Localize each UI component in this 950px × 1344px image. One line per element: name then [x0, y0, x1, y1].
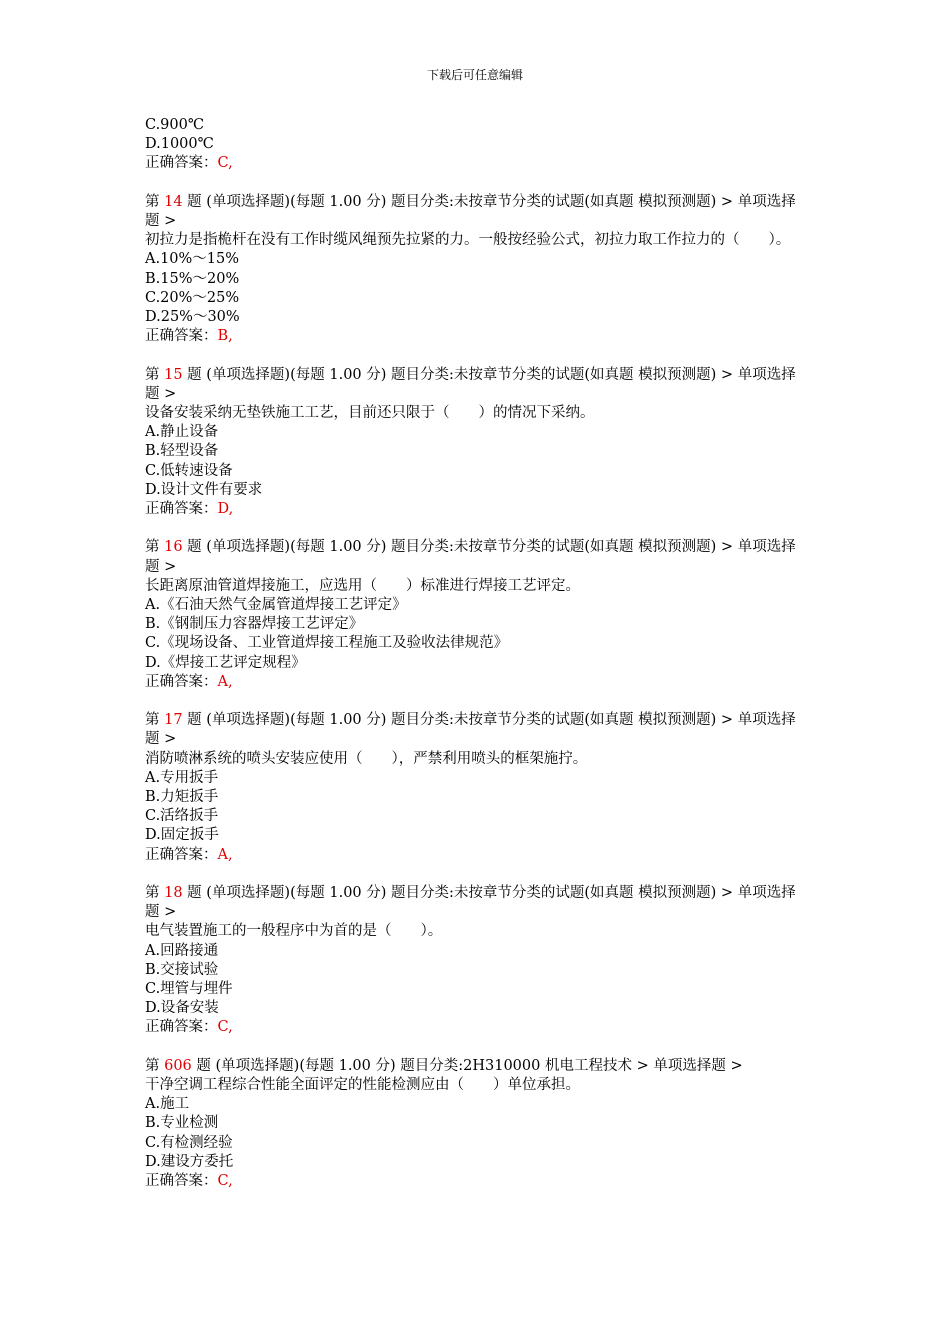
option-d: D.1000℃ — [145, 136, 214, 153]
question-stem: 消防喷淋系统的喷头安装应使用（ ），严禁利用喷头的框架施拧。 — [145, 750, 588, 767]
answer-label: 正确答案： — [145, 673, 218, 690]
answer-line — [145, 1172, 810, 1191]
option-c: C.低转速设备 — [145, 462, 233, 479]
question-heading-rest: 题 (单项选择题)(每题 1.00 分) 题目分类:未按章节分类的试题(如真题 模拟预测题) > 单项选择题 > — [145, 885, 796, 921]
question-number: 18 — [164, 885, 183, 902]
question-heading-rest: 题 (单项选择题)(每题 1.00 分) 题目分类:未按章节分类的试题(如真题 模拟预测题) > 单项选择题 > — [145, 539, 796, 575]
question-block — [145, 711, 810, 865]
answer-line — [145, 1018, 810, 1037]
question-number: 16 — [164, 539, 183, 556]
question-prefix: 第 — [145, 712, 165, 729]
answer-value: C, — [217, 1019, 233, 1036]
question-heading — [145, 366, 810, 404]
question-heading — [145, 538, 810, 576]
option-b: B.专业检测 — [145, 1115, 219, 1132]
question-number: 17 — [164, 712, 183, 729]
option-c: C.900℃ — [145, 117, 205, 133]
question-number: 606 — [164, 1057, 192, 1074]
question-heading — [145, 193, 810, 231]
question-prefix: 第 — [145, 885, 165, 902]
question-heading — [145, 1057, 810, 1076]
option-b: B.15%～20% — [145, 270, 240, 287]
answer-label: 正确答案： — [145, 501, 218, 518]
option-b: B.交接试验 — [145, 961, 219, 978]
answer-line — [145, 846, 810, 865]
option-a: A.《石油天然气金属管道焊接工艺评定》 — [145, 597, 407, 614]
question-prefix: 第 — [145, 1057, 165, 1074]
question-prefix: 第 — [145, 539, 165, 556]
question-heading — [145, 884, 810, 922]
question-block — [145, 193, 810, 347]
question-stem: 长距离原油管道焊接施工，应选用（ ）标准进行焊接工艺评定。 — [145, 577, 580, 594]
answer-value: B, — [217, 328, 233, 345]
option-c: C.活络扳手 — [145, 808, 219, 825]
answer-value: C, — [217, 155, 233, 172]
option-a: A.施工 — [145, 1096, 190, 1113]
question-number: 15 — [164, 366, 183, 383]
answer-label: 正确答案： — [145, 1019, 218, 1036]
question-heading-rest: 题 (单项选择题)(每题 1.00 分) 题目分类:2H310000 机电工程技术 > 单项选择题 > — [191, 1057, 743, 1074]
question-heading-rest: 题 (单项选择题)(每题 1.00 分) 题目分类:未按章节分类的试题(如真题 模拟预测题) > 单项选择题 > — [145, 193, 796, 229]
question-block — [145, 884, 810, 1038]
option-d: D.固定扳手 — [145, 827, 219, 844]
option-d: D.设计文件有要求 — [145, 481, 263, 498]
option-c: C.有检测经验 — [145, 1134, 233, 1151]
question-number: 14 — [164, 193, 183, 210]
question-stem: 初拉力是指桅杆在没有工作时缆风绳预先拉紧的力。一般按经验公式，初拉力取工作拉力的（ ）。 — [145, 232, 791, 249]
answer-line — [145, 154, 810, 173]
document-content — [145, 116, 810, 1191]
answer-line — [145, 327, 810, 346]
answer-line — [145, 673, 810, 692]
answer-label: 正确答案： — [145, 846, 218, 863]
option-a: A.专用扳手 — [145, 769, 219, 786]
question-block — [145, 538, 810, 692]
question-heading-rest: 题 (单项选择题)(每题 1.00 分) 题目分类:未按章节分类的试题(如真题 模拟预测题) > 单项选择题 > — [145, 712, 796, 748]
question-block — [145, 366, 810, 520]
question-prefix: 第 — [145, 193, 165, 210]
answer-value: D, — [217, 501, 234, 518]
option-c: C.《现场设备、工业管道焊接工程施工及验收法律规范》 — [145, 635, 509, 652]
option-c: C.20%～25% — [145, 289, 240, 306]
question-heading-rest: 题 (单项选择题)(每题 1.00 分) 题目分类:未按章节分类的试题(如真题 模拟预测题) > 单项选择题 > — [145, 366, 796, 402]
option-d: D.25%～30% — [145, 309, 240, 326]
option-a: A.10%～15% — [145, 251, 240, 268]
question-heading — [145, 711, 810, 749]
answer-label: 正确答案： — [145, 1173, 218, 1190]
option-a: A.静止设备 — [145, 424, 219, 441]
answer-label: 正确答案： — [145, 155, 218, 172]
question-stem: 干净空调工程综合性能全面评定的性能检测应由（ ）单位承担。 — [145, 1077, 580, 1094]
option-b: B.轻型设备 — [145, 443, 219, 460]
option-b: B.《钢制压力容器焊接工艺评定》 — [145, 616, 364, 633]
question-prefix: 第 — [145, 366, 165, 383]
option-d: D.《焊接工艺评定规程》 — [145, 654, 306, 671]
option-b: B.力矩扳手 — [145, 789, 219, 806]
answer-value: A, — [217, 846, 233, 863]
option-c: C.埋管与埋件 — [145, 981, 233, 998]
answer-value: C, — [217, 1173, 233, 1190]
question-stem: 设备安装采纳无垫铁施工工艺，目前还只限于（ ）的情况下采纳。 — [145, 405, 595, 422]
question-block-continued — [145, 116, 810, 174]
answer-value: A, — [217, 673, 233, 690]
answer-label: 正确答案： — [145, 328, 218, 345]
option-a: A.回路接通 — [145, 942, 219, 959]
answer-line — [145, 500, 810, 519]
question-stem: 电气装置施工的一般程序中为首的是（ ）。 — [145, 923, 443, 940]
page-header: 下载后可任意编辑 — [426, 68, 523, 82]
question-block — [145, 1057, 810, 1191]
option-d: D.建设方委托 — [145, 1153, 234, 1170]
option-d: D.设备安装 — [145, 1000, 219, 1017]
